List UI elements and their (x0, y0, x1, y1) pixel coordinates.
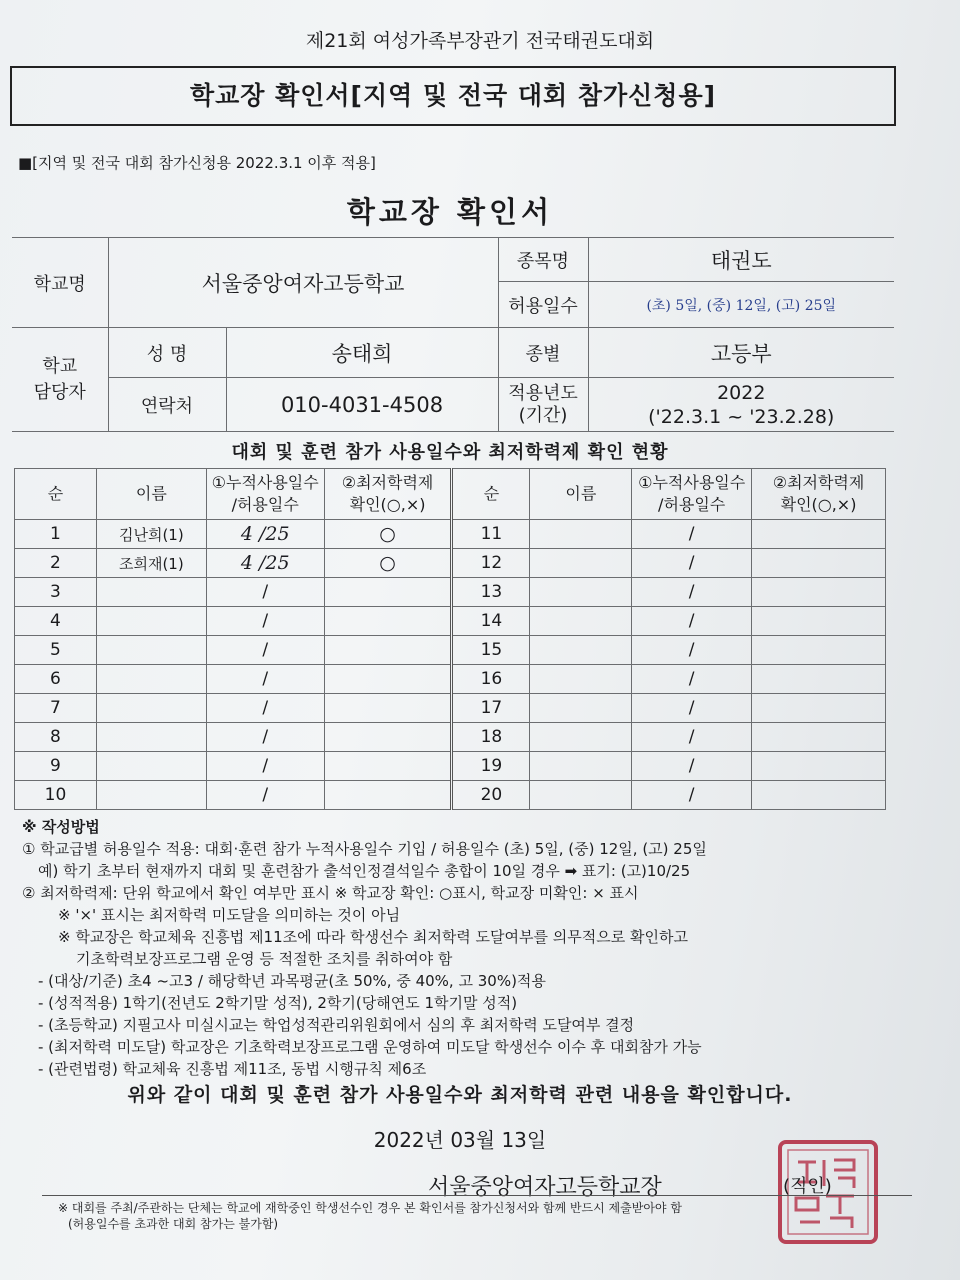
row-name (530, 781, 632, 810)
row-days: / (632, 520, 752, 549)
row-name (96, 607, 206, 636)
row-number: 4 (15, 607, 97, 636)
note-line: - (대상/기준) 초4 ~고3 / 해당학년 과목평균(초 50%, 중 40%, 고 30%)적용 (38, 972, 546, 990)
row-check (324, 781, 452, 810)
row-days: / (632, 607, 752, 636)
row-check (752, 723, 886, 752)
row-days: / (632, 781, 752, 810)
row-name (96, 781, 206, 810)
col-days: ①누적사용일수 /허용일수 (632, 469, 752, 520)
row-name (530, 723, 632, 752)
table-row (15, 752, 886, 781)
note-line: - (최저학력 미도달) 학교장은 기초학력보장프로그램 운영하여 미도달 학생선수 이수 후 대회참가 가능 (38, 1038, 702, 1056)
row-number: 19 (452, 752, 530, 781)
row-name (530, 578, 632, 607)
row-name: 조희재(1) (96, 549, 206, 578)
footnote (58, 1200, 918, 1232)
row-check (324, 578, 452, 607)
row-days: / (632, 694, 752, 723)
row-number: 3 (15, 578, 97, 607)
row-name (530, 607, 632, 636)
info-table (12, 237, 894, 432)
table-row (15, 578, 886, 607)
row-number: 7 (15, 694, 97, 723)
row-number: 13 (452, 578, 530, 607)
seal-label: (직인) (783, 1176, 832, 1197)
row-check: ○ (324, 520, 452, 549)
row-check (324, 723, 452, 752)
row-days: / (206, 694, 324, 723)
table-row (15, 520, 886, 549)
row-days: / (206, 665, 324, 694)
box-title: 학교장 확인서[지역 및 전국 대회 참가신청용] (10, 66, 896, 126)
table-header-row (15, 469, 886, 520)
row-check (752, 578, 886, 607)
row-check (324, 694, 452, 723)
event-value: 태권도 (588, 238, 894, 282)
row-number: 5 (15, 636, 97, 665)
name-value: 송태희 (226, 328, 498, 378)
note-line: 예) 학기 초부터 현재까지 대회 및 훈련참가 출석인정결석일수 총합이 10일 경우 ➡ 표기: (고)10/25 (38, 862, 691, 880)
row-days: / (206, 752, 324, 781)
row-days: / (206, 636, 324, 665)
row-days: / (206, 781, 324, 810)
row-name (96, 694, 206, 723)
notes-title: ※ 작성방법 (22, 818, 100, 836)
row-name (96, 752, 206, 781)
row-check (752, 607, 886, 636)
division-label: 종별 (498, 328, 588, 378)
row-number: 11 (452, 520, 530, 549)
row-name (96, 578, 206, 607)
row-days: 4 /25 (206, 549, 324, 578)
event-label: 종목명 (498, 238, 588, 282)
row-number: 12 (452, 549, 530, 578)
phone-label: 연락처 (108, 378, 226, 432)
divider (42, 1195, 912, 1196)
row-number: 9 (15, 752, 97, 781)
row-check (752, 665, 886, 694)
row-check (324, 607, 452, 636)
table-row (15, 781, 886, 810)
row-number: 10 (15, 781, 97, 810)
table-row (15, 607, 886, 636)
notes (22, 816, 902, 1080)
footnote-line: (허용일수를 초과한 대회 참가는 불가함) (68, 1217, 279, 1231)
table-row (15, 723, 886, 752)
row-check (752, 636, 886, 665)
row-days: / (632, 752, 752, 781)
row-check (324, 636, 452, 665)
phone-value: 010-4031-4508 (226, 378, 498, 432)
col-no: 순 (452, 469, 530, 520)
section-title: 대회 및 훈련 참가 사용일수와 최저학력제 확인 현황 (231, 442, 669, 463)
row-name (96, 636, 206, 665)
note-line: - (관련법령) 학교체육 진흥법 제11조, 동법 시행규칙 제6조 (38, 1060, 427, 1078)
year-label: 적용년도 (기간) (498, 378, 588, 432)
row-days: / (206, 578, 324, 607)
row-days: / (632, 723, 752, 752)
days-value: (초) 5일, (중) 12일, (고) 25일 (588, 282, 894, 328)
row-number: 16 (452, 665, 530, 694)
school-label: 학교명 (12, 238, 108, 328)
table-row (15, 694, 886, 723)
table-row (15, 665, 886, 694)
note-line: 기초학력보장프로그램 운영 등 적절한 조치를 취하여야 함 (76, 950, 453, 968)
row-days: 4 /25 (206, 520, 324, 549)
row-check (324, 752, 452, 781)
row-check (752, 694, 886, 723)
row-name (530, 636, 632, 665)
row-check (752, 520, 886, 549)
row-days: / (632, 549, 752, 578)
col-check: ②최저학력제 확인(○,×) (324, 469, 452, 520)
row-days: / (632, 636, 752, 665)
col-check: ②최저학력제 확인(○,×) (752, 469, 886, 520)
note-line: ② 최저학력제: 단위 학교에서 확인 여부만 표시 ※ 학교장 확인: ○표시, 학교장 미확인: × 표시 (22, 884, 639, 902)
name-label: 성 명 (108, 328, 226, 378)
period-value: ('22.3.1 ~ '23.2.28) (648, 405, 835, 428)
row-number: 1 (15, 520, 97, 549)
row-name (530, 694, 632, 723)
table-row (15, 636, 886, 665)
footnote-line: ※ 대회를 주최/주관하는 단체는 학교에 재학중인 학생선수인 경우 본 확인서를 참가신청서와 함께 반드시 제출받아야 함 (58, 1201, 682, 1215)
division-value: 고등부 (588, 328, 894, 378)
row-number: 17 (452, 694, 530, 723)
col-name: 이름 (96, 469, 206, 520)
row-number: 18 (452, 723, 530, 752)
row-number: 14 (452, 607, 530, 636)
row-check (752, 752, 886, 781)
row-number: 2 (15, 549, 97, 578)
row-name (530, 752, 632, 781)
row-days: / (632, 578, 752, 607)
days-label: 허용일수 (498, 282, 588, 328)
note-line: ※ 학교장은 학교체육 진흥법 제11조에 따라 학생선수 최저학력 도달여부를 의무적으로 확인하고 (58, 928, 688, 946)
date: 2022년 03월 13일 (373, 1128, 547, 1152)
year-cell (588, 378, 894, 432)
col-name: 이름 (530, 469, 632, 520)
col-days: ①누적사용일수 /허용일수 (206, 469, 324, 520)
row-check: ○ (324, 549, 452, 578)
note-line: - (초등학교) 지필고사 미실시교는 학업성적관리위원회에서 심의 후 최저학력 도달여부 결정 (38, 1016, 635, 1034)
row-name (530, 549, 632, 578)
note-line: - (성적적용) 1학기(전년도 2학기말 성적), 2학기(당해연도 1학기말 성적) (38, 994, 518, 1012)
row-name (530, 520, 632, 549)
col-no: 순 (15, 469, 97, 520)
row-number: 8 (15, 723, 97, 752)
note-line: ① 학교급별 허용일수 적용: 대회·훈련 참가 누적사용일수 기입 / 허용일수 (초) 5일, (중) 12일, (고) 25일 (22, 840, 707, 858)
row-check (324, 665, 452, 694)
row-days: / (206, 723, 324, 752)
usage-table (14, 468, 886, 810)
row-number: 15 (452, 636, 530, 665)
contact-label: 학교 담당자 (12, 328, 108, 432)
table-row (15, 549, 886, 578)
row-days: / (206, 607, 324, 636)
principal-name: 서울중앙여자고등학교장 (428, 1175, 662, 1200)
row-number: 6 (15, 665, 97, 694)
row-name (530, 665, 632, 694)
row-name (96, 665, 206, 694)
row-number: 20 (452, 781, 530, 810)
row-check (752, 781, 886, 810)
year-value: 2022 (717, 381, 766, 404)
apply-note: ■[지역 및 전국 대회 참가신청용 2022.3.1 이후 적용] (18, 154, 376, 172)
row-name: 김난희(1) (96, 520, 206, 549)
form-title: 학교장 확인서 (346, 195, 554, 229)
row-check (752, 549, 886, 578)
confirmation-text: 위와 같이 대회 및 훈련 참가 사용일수와 최저학력 관련 내용을 확인합니다. (127, 1084, 793, 1106)
row-name (96, 723, 206, 752)
row-days: / (632, 665, 752, 694)
note-line: ※ '×' 표시는 최저학력 미도달을 의미하는 것이 아님 (58, 906, 401, 924)
school-value: 서울중앙여자고등학교 (108, 238, 498, 328)
event-title: 제21회 여성가족부장관기 전국태권도대회 (305, 30, 655, 52)
